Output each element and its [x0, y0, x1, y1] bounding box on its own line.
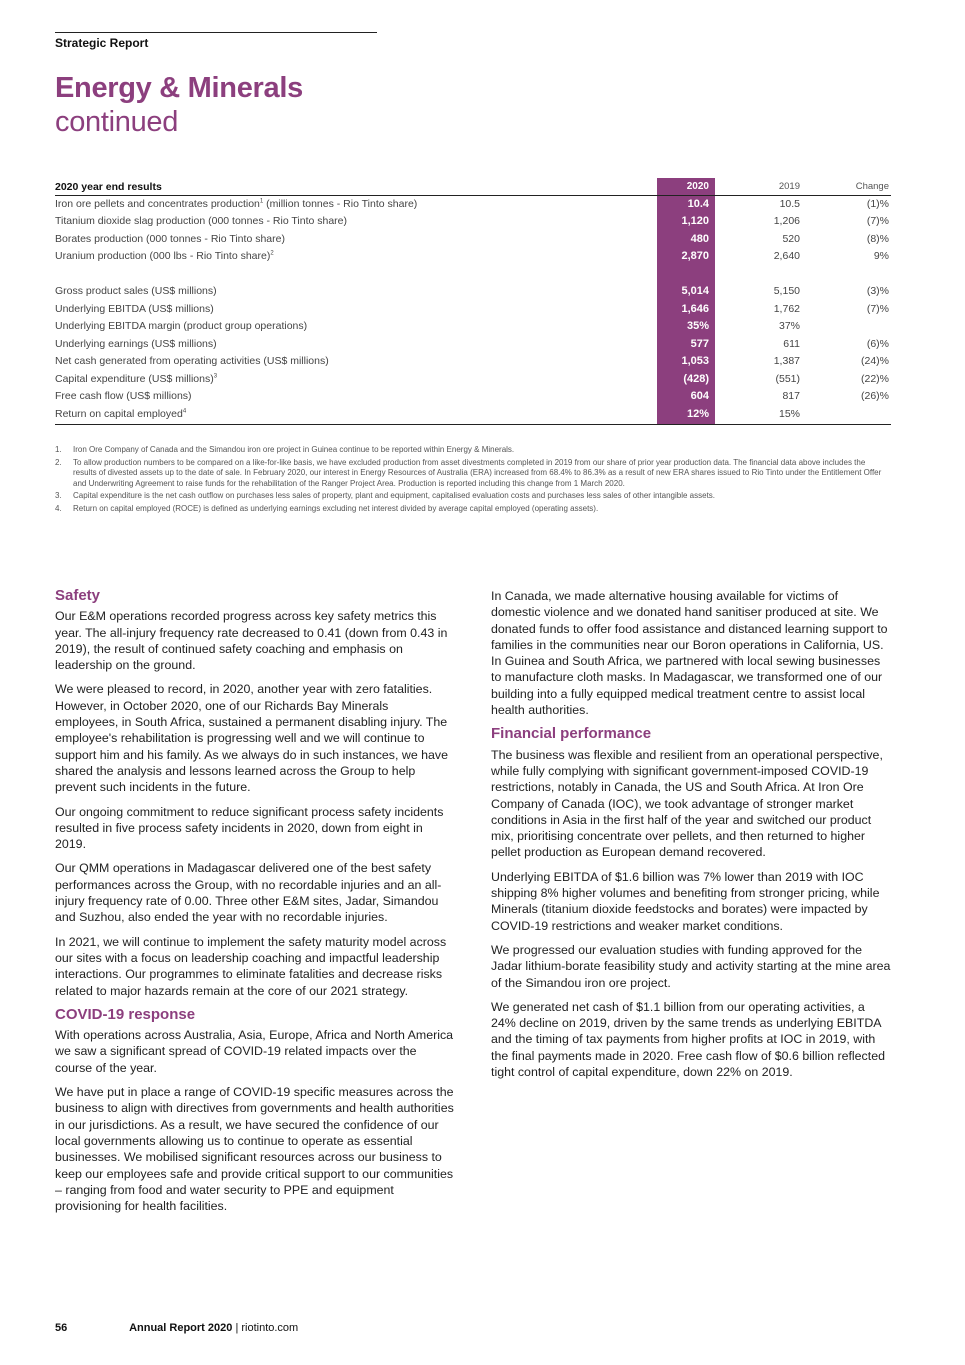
table-row — [55, 213, 891, 230]
footnote-ref: 1 — [259, 198, 264, 205]
value-change: 9% — [873, 250, 889, 262]
table-row — [55, 248, 891, 265]
value-2020: 480 — [690, 233, 709, 245]
table-header-2020: 2020 — [686, 181, 709, 192]
value-2019: 520 — [782, 233, 800, 245]
value-2020: 12% — [686, 408, 709, 420]
financial-paragraph: Underlying EBITDA of $1.6 billion was 7% lower than 2019 with IOC shipping 8% higher volumes and benefiting from stronger pricing, while Minerals (titanium dioxide feedstocks and borates) were impacted by COVID-19 restrictions and weaker market conditions. — [491, 869, 880, 933]
row-label: Underlying EBITDA margin (product group operations) — [55, 320, 308, 332]
footnote: 2. To allow production numbers to be compared on a like-for-like basis, we have excluded production from asset divestments completed in 2019 from our share of prior year production data. The financial data above includes the results of divested assets up to the date of sale. In February 2020, our interest in Energy Resources of Australia (ERA) increased from 68.4% to 86.3% as a result of new ERA shares issued to Rio Tinto under the Entitlement Offer and Underwriting Agreement to raise funds for the rehabilitation of the Ranger Project Area. Production is reported including this change from 1 March 2020. — [55, 457, 882, 488]
covid-heading: COVID-19 response — [55, 1005, 196, 1023]
value-change: (3)% — [866, 285, 889, 297]
footnote-ref: 4 — [182, 408, 187, 415]
value-change: (7)% — [866, 303, 889, 315]
row-label: Borates production (000 tonnes - Rio Tinto share) — [55, 233, 285, 245]
value-change: (6)% — [866, 338, 889, 350]
footnote-ref: 3 — [213, 373, 218, 380]
row-label: Free cash flow (US$ millions) — [55, 390, 192, 402]
covid-paragraph: With operations across Australia, Asia, Europe, Africa and North America we saw a significant spread of COVID-19 related impacts over the course of the year. — [55, 1028, 454, 1075]
value-2020: 604 — [690, 390, 709, 402]
value-2019: 1,762 — [773, 303, 800, 315]
row-label: Capital expenditure (US$ millions) — [55, 373, 214, 385]
value-2020: 577 — [690, 338, 709, 350]
right-column — [491, 588, 891, 1088]
table-header-change: Change — [855, 181, 889, 192]
value-2020: (428) — [683, 373, 709, 385]
value-2020: 1,120 — [681, 215, 709, 227]
footnote: 4. Return on capital employed (ROCE) is defined as underlying earnings excluding net interest divided by average capital employed (operating assets). — [55, 503, 599, 513]
row-label-suffix: (million tonnes - Rio Tinto share) — [263, 198, 418, 210]
table-row — [55, 301, 891, 318]
table-row — [55, 231, 891, 248]
value-change: (22)% — [860, 373, 889, 385]
table-row — [55, 371, 891, 388]
value-change: (24)% — [860, 355, 889, 367]
table-row — [55, 406, 891, 423]
table-row — [55, 196, 891, 213]
footnote: 1. Iron Ore Company of Canada and the Simandou iron ore project in Guinea continue to be reported within Energy & Minerals. — [55, 445, 515, 454]
value-2020: 10.4 — [687, 198, 709, 210]
value-2020: 2,870 — [681, 250, 709, 262]
value-2020: 5,014 — [681, 285, 709, 297]
value-2019: 10.5 — [779, 198, 800, 210]
page-footer — [55, 1322, 298, 1334]
page-number: 56 — [55, 1322, 68, 1334]
footnote: 3. Capital expenditure is the net cash outflow on purchases less sales of property, plant and equipment, capitalised evaluation costs and purchases less sales of other intangible assets. — [55, 491, 716, 500]
value-change: (26)% — [860, 390, 889, 402]
covid-paragraph: In Canada, we made alternative housing available for victims of domestic violence and we donated hand sanitiser produced at site. We donated funds to offer food assistance and distanced learning support to families in the communities near our Boron operations in California, US. In Guinea and South Africa, we partnered with local sewing businesses to manufacture cloth masks. In Madagascar, we transformed one of our building into a fully equipped medical treatment centre to assist local health authorities. — [491, 589, 888, 718]
row-label: Underlying earnings (US$ millions) — [55, 338, 217, 350]
value-2020: 1,053 — [681, 355, 709, 367]
row-label: Gross product sales (US$ millions) — [55, 285, 217, 297]
value-2019: 2,640 — [773, 250, 800, 262]
value-2019: 5,150 — [773, 285, 800, 297]
table-header-2019: 2019 — [778, 181, 800, 192]
table-row — [55, 388, 891, 405]
safety-paragraph: Our E&M operations recorded progress across key safety metrics this year. The all-injury frequency rate decreased to 0.41 (down from 0.43 in 2019), the result of continued safety coaching and emphasis on leadership on the ground. — [55, 609, 448, 673]
report-name: Annual Report 2020 — [129, 1322, 233, 1334]
site-link[interactable]: riotinto.com — [241, 1322, 299, 1334]
value-2020: 35% — [686, 320, 709, 332]
financial-paragraph: We progressed our evaluation studies with funding approved for the Jadar lithium-borate feasibility study and activity starting at the mine area of the Simandou iron ore project. — [491, 942, 891, 990]
table-row — [55, 283, 891, 300]
row-label: Iron ore pellets and concentrates production — [55, 198, 260, 210]
footnotes — [55, 445, 891, 516]
value-2019: 1,206 — [773, 215, 800, 227]
table-row — [55, 318, 891, 335]
value-change: (8)% — [866, 233, 889, 245]
value-2019: 611 — [783, 338, 800, 350]
row-label: Underlying EBITDA (US$ millions) — [55, 303, 214, 315]
section-label: Strategic Report — [55, 36, 149, 50]
row-label: Net cash generated from operating activities (US$ millions) — [55, 355, 329, 367]
left-column — [55, 588, 455, 1222]
value-2019: 1,387 — [773, 355, 800, 367]
row-label: Titanium dioxide slag production (000 tonnes - Rio Tinto share) — [55, 215, 348, 227]
row-label: Return on capital employed — [55, 408, 183, 420]
footer-separator: | — [235, 1322, 239, 1334]
value-2019: (551) — [775, 373, 800, 385]
value-change: (1)% — [866, 198, 889, 210]
covid-paragraph: We have put in place a range of COVID-19 specific measures across the business to align with directives from governments and health authorities in our jurisdictions. As a result, we have secured the confidence of our local governments allowing us to continue to operate as essential businesses. We mobilised significant resources across our business to keep our employees safe and provide critical support to our communities – ranging from food and water security to PPE and equipment provisioning for health facilities. — [55, 1085, 454, 1214]
value-2020: 1,646 — [681, 303, 709, 315]
value-2019: 817 — [782, 390, 800, 402]
safety-paragraph: We were pleased to record, in 2020, another year with zero fatalities. However, in October 2020, one of our Richards Bay Minerals employees, in South Africa, sustained a permanent disabling injury. The employee's rehabilitation is progressing well and we will continue to support him and his family. As we always do in such instances, we have shared the analysis and lessons learned across the Group to help prevent such incidents in the future. — [55, 682, 449, 795]
financial-heading: Financial performance — [491, 725, 652, 743]
page-title: Energy & Minerals — [55, 72, 303, 104]
table-bottom-rule — [55, 424, 891, 425]
value-2019: 37% — [778, 320, 800, 332]
table-row — [55, 353, 891, 370]
row-label: Uranium production (000 lbs - Rio Tinto share) — [55, 250, 271, 262]
safety-paragraph: Our ongoing commitment to reduce significant process safety incidents resulted in five process safety incidents in 2020, down from eight in 2019. — [55, 804, 444, 852]
table-header-row — [55, 179, 891, 196]
table-header-label: 2020 year end results — [55, 181, 162, 193]
footnote-ref: 2 — [270, 250, 274, 257]
safety-paragraph: In 2021, we will continue to implement the safety maturity model across our sites with a focus on leadership coaching and impactful leadership interactions. Our programmes to eliminate fatalities and decrease risks related to major hazards remain at the core of our 2021 strategy. — [55, 934, 447, 998]
safety-heading: Safety — [55, 587, 101, 604]
value-change: (7)% — [866, 215, 889, 227]
value-2019: 15% — [778, 408, 800, 420]
financial-paragraph: The business was flexible and resilient from an operational perspective, while fully complying with significant government-imposed COVID-19 restrictions, notably in Canada, the US and South Africa. At Iron Ore Company of Canada (IOC), we took advantage of stronger market conditions in Asia in the first half of the year and switched our product mix, prioritising concentrate over pellets, and then returned to higher pellet production as European demand recovered. — [491, 747, 883, 860]
table-row — [55, 336, 891, 353]
page-subtitle: continued — [55, 106, 179, 138]
financial-paragraph: We generated net cash of $1.1 billion from our operating activities, a 24% decline on 2019, driven by the same trends as underlying EBITDA and the timing of tax payments from higher profits at IOC in 2019, with the final payments made in 2020. Free cash flow of $0.6 billion reflected tight control of capital expenditure, down 22% on 2019. — [491, 999, 885, 1080]
safety-paragraph: Our QMM operations in Madagascar delivered one of the best safety performances across the Group, with no recordable injuries and an all-injury frequency rate of 0.00. Three other E&M sites, Jadar, Simandou and Suzhou, also ended the year with no recordable injuries. — [55, 861, 442, 925]
header-rule — [55, 32, 377, 33]
